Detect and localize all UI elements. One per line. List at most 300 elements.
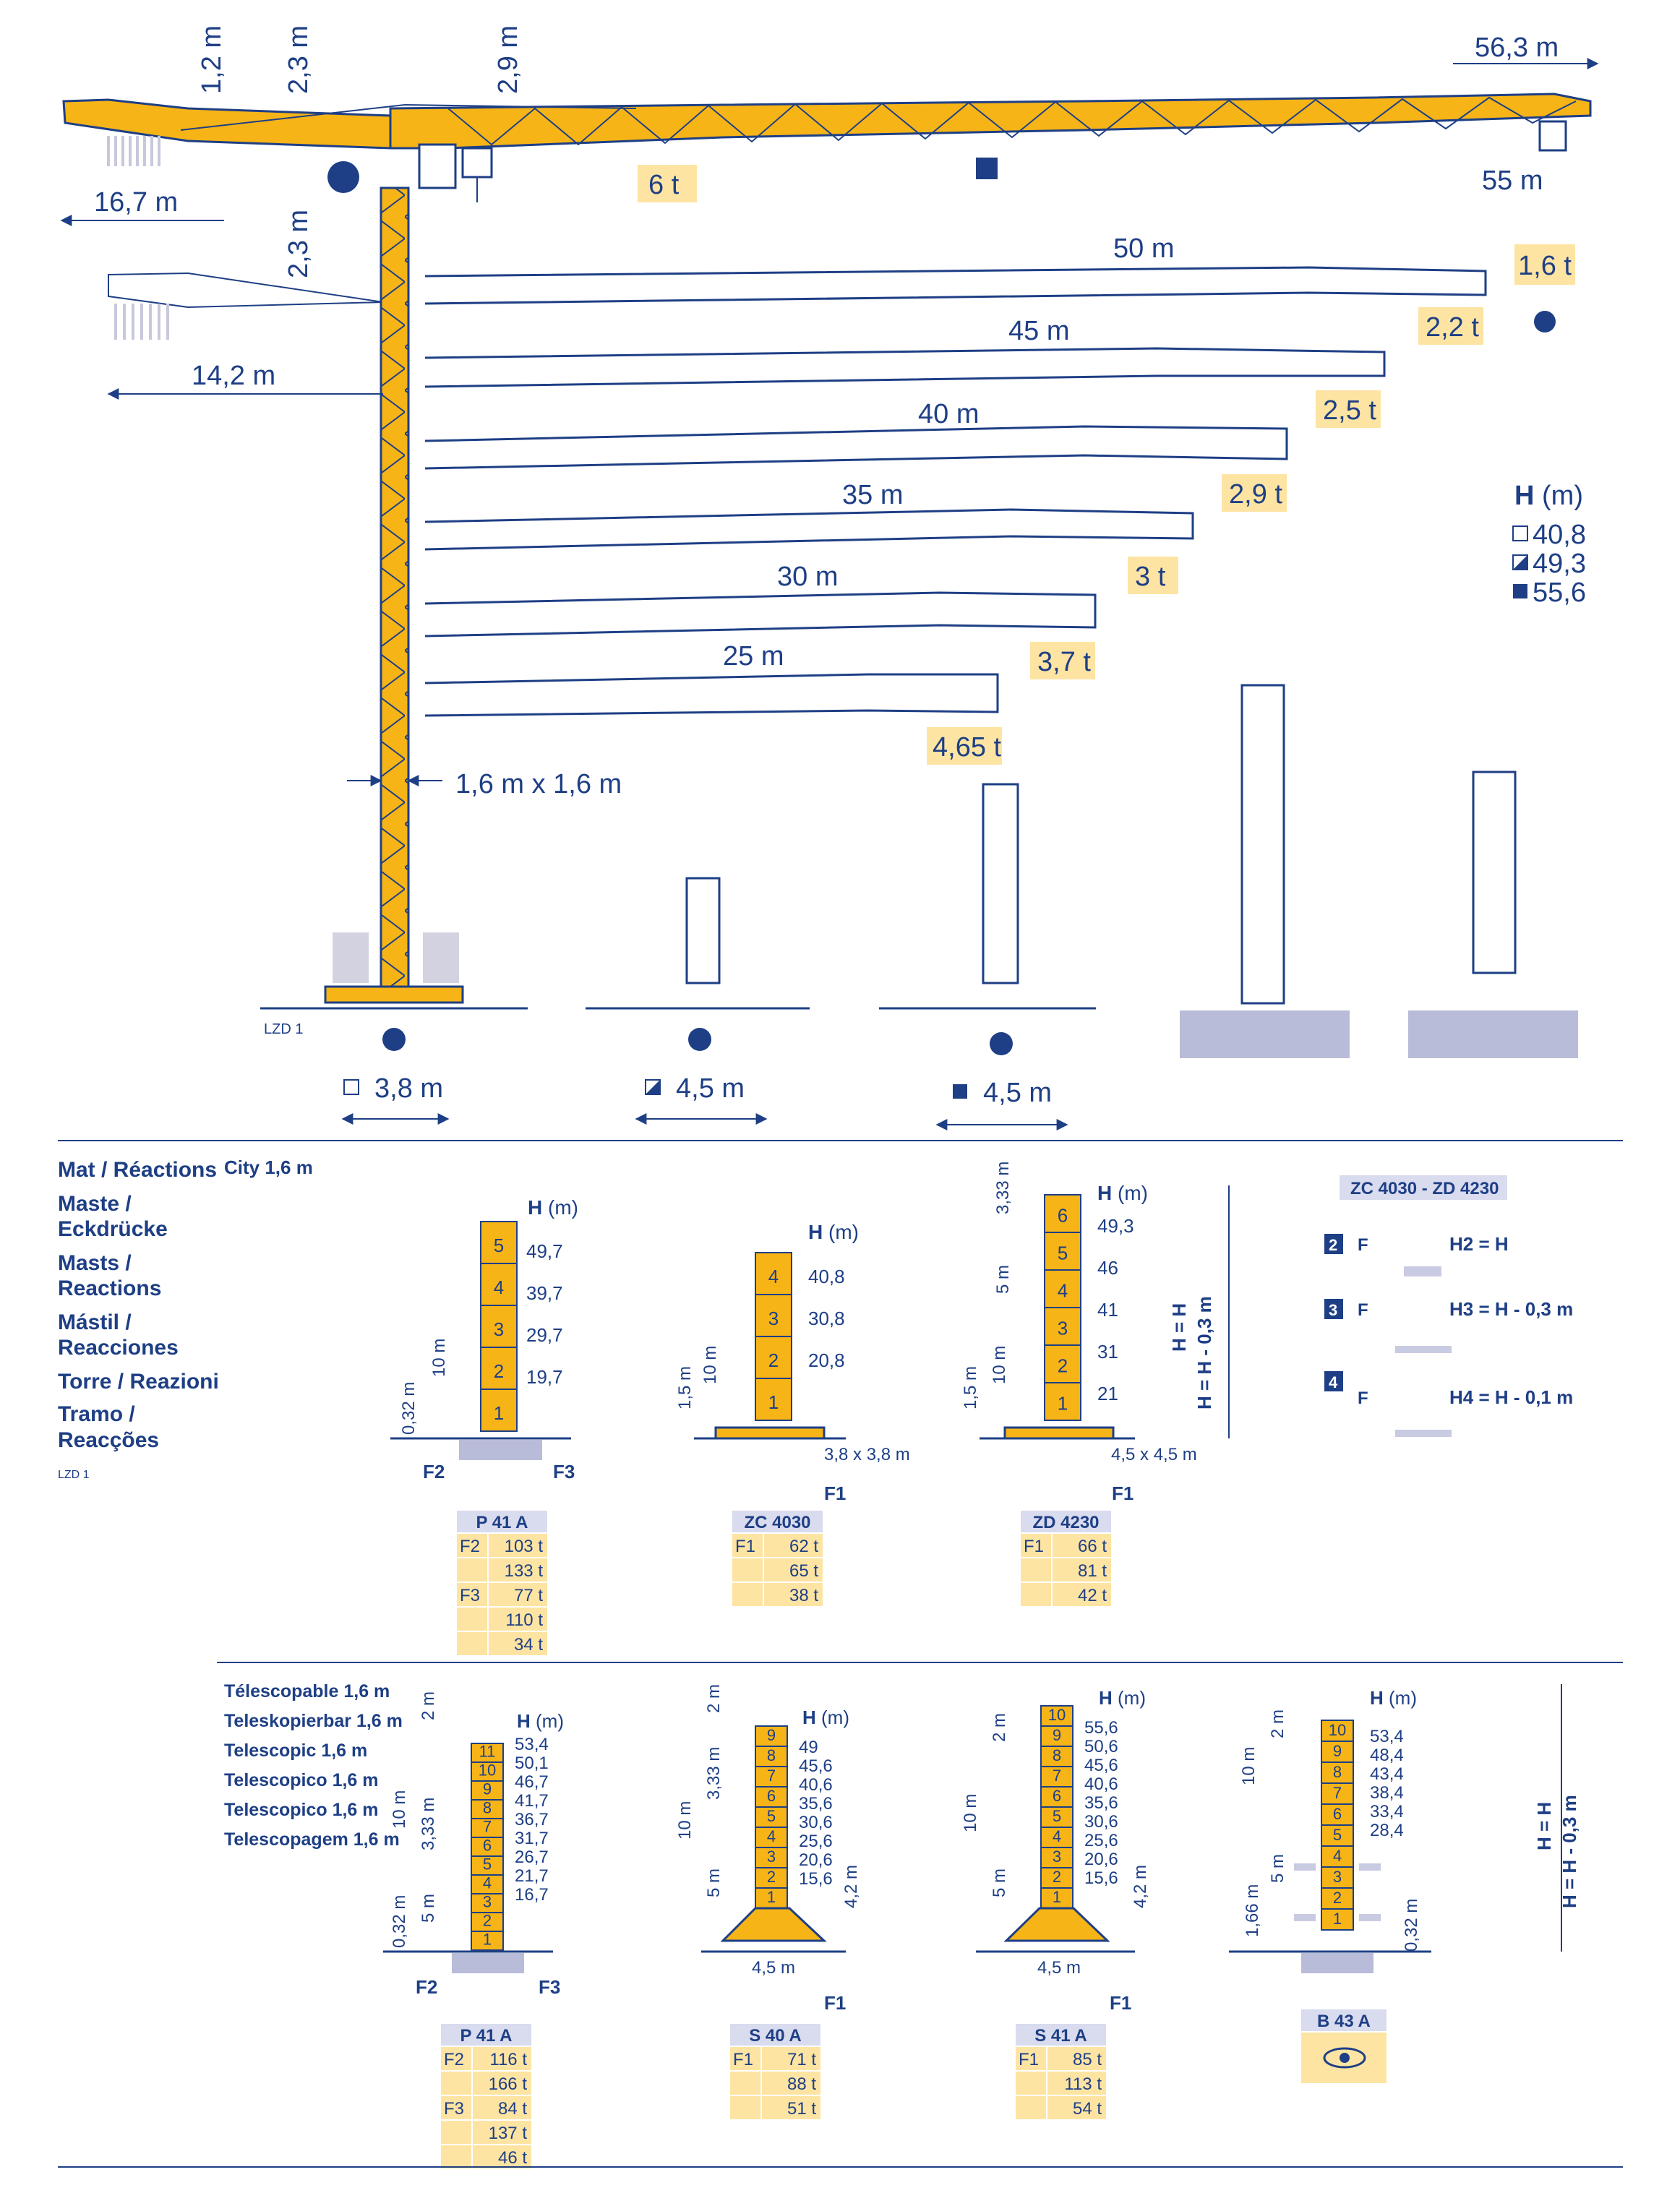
table-title: S 41 A (1034, 2026, 1087, 2046)
s41-dim-2: 2 m (990, 1712, 1009, 1742)
mast-section-number: 2 (768, 1349, 779, 1371)
dim-14-2: 14,2 m (192, 361, 276, 391)
table-row-value: 81 t (1077, 1561, 1107, 1581)
s41-base: 4,5 m (1037, 1958, 1081, 1978)
zd-dim-10: 10 m (990, 1345, 1009, 1384)
section-height: 38,4 (1370, 1783, 1404, 1803)
p41-sections (481, 1222, 517, 1431)
p41-h-title: H (m) (528, 1196, 578, 1219)
base-2: 4,5 m (676, 1073, 745, 1104)
table-row-label: F1 (733, 2050, 754, 2069)
mast-section-number: 1 (1057, 1392, 1068, 1415)
title-line-6: Reacciones (58, 1336, 179, 1360)
counter-jib (64, 100, 390, 148)
table-row-label: F1 (1024, 1537, 1045, 1556)
section-height: 46,7 (515, 1772, 549, 1792)
s40-dim-333: 3,33 m (704, 1746, 724, 1800)
section-height: 29,7 (526, 1324, 563, 1346)
section-height: 31,7 (515, 1829, 549, 1848)
tele-title-2: Telescopic 1,6 m (224, 1741, 368, 1761)
mast-section-number: 1 (1332, 1909, 1342, 1928)
crane-base-ballast-left (333, 932, 369, 983)
table-title: S 40 A (749, 2026, 802, 2046)
zc-sections (755, 1253, 792, 1420)
trolley-direction-icon (976, 158, 998, 179)
mast-section-number: 3 (482, 1892, 492, 1911)
base-tower-3 (983, 784, 1018, 983)
p41t-dim-032: 0,32 m (390, 1894, 409, 1948)
mast-section-number: 4 (1052, 1827, 1062, 1846)
table-row-value: 62 t (789, 1537, 818, 1556)
mast-section-number: 10 (1047, 1706, 1066, 1725)
jib-outline-40 (425, 426, 1287, 468)
zd-f1: F1 (1112, 1482, 1134, 1504)
dim-16-7: 16,7 m (94, 187, 179, 218)
table-row-label: F2 (444, 2050, 465, 2069)
b43-rot-b: H = H - 0,3 m (1559, 1795, 1580, 1908)
mast-section-number: 4 (766, 1827, 776, 1846)
table-row-value: 137 t (488, 2124, 527, 2143)
table-row-label: F3 (460, 1586, 481, 1605)
section-height: 39,7 (526, 1282, 563, 1304)
mast-section-number: 1 (766, 1888, 776, 1907)
table-row-value: 88 t (787, 2074, 816, 2094)
mast-section-number: 4 (1332, 1846, 1342, 1865)
p41-dim-10: 10 m (429, 1338, 449, 1377)
embedded-tower (1242, 685, 1284, 1003)
mast-section-number: 5 (493, 1234, 505, 1256)
table-title: P 41 A (460, 2026, 513, 2046)
jib-outlines (425, 267, 1486, 716)
table-row-value: 77 t (513, 1586, 543, 1605)
crane-cab (419, 145, 455, 188)
b43-diagram (1229, 1684, 1580, 1973)
zc-dim-15: 1,5 m (675, 1365, 695, 1409)
title-line-2: Eckdrücke (58, 1217, 168, 1241)
table-row-value: 133 t (504, 1561, 543, 1581)
section-height: 45,6 (799, 1756, 833, 1776)
zd-heights (1097, 1215, 1134, 1404)
p41t-dim-5: 5 m (419, 1893, 438, 1923)
lzd-label-mid: LZD 1 (58, 1469, 90, 1481)
section-height: 46 (1097, 1257, 1118, 1279)
p41-dim-032: 0,32 m (399, 1381, 419, 1435)
telescopic-section (224, 1681, 1580, 2168)
base-3: 4,5 m (983, 1078, 1053, 1108)
table-title: ZD 4230 (1032, 1513, 1100, 1532)
tele-title-5: Telescopagem 1,6 m (224, 1829, 400, 1850)
mast-section-number: 7 (1052, 1767, 1062, 1785)
mast-section-number: 4 (1057, 1279, 1068, 1302)
mast-section-number: 1 (482, 1930, 492, 1949)
table-row-value: 46 t (497, 2148, 527, 2168)
mast-section-number: 3 (1057, 1317, 1068, 1339)
b43-h-title: H (m) (1370, 1687, 1417, 1709)
table-row-value: 113 t (1064, 2074, 1102, 2094)
b43-reaction-table (1301, 2009, 1387, 2083)
section-height: 20,6 (799, 1850, 833, 1870)
crane-base (325, 987, 463, 1003)
hoist-dot-icon (1534, 311, 1556, 332)
p41-f3: F3 (553, 1461, 575, 1482)
s41-dim-10: 10 m (961, 1793, 980, 1832)
section-height: 21 (1097, 1383, 1118, 1404)
mast-section-number: 1 (768, 1391, 779, 1413)
table-row-value: 42 t (1077, 1586, 1107, 1605)
mast-section-number: 3 (1332, 1867, 1342, 1886)
dim-2-3-b: 2,3 m (283, 209, 314, 278)
section-height: 21,7 (515, 1866, 549, 1886)
heights-title: H (m) (1514, 481, 1583, 511)
counterweights-top (108, 136, 159, 166)
mast-section-number: 5 (1057, 1242, 1068, 1264)
end-trolley (1540, 121, 1566, 150)
legend-num-4: 4 (1329, 1373, 1338, 1391)
jib-50-reach: 50 m (1113, 233, 1175, 264)
table-row-value: 85 t (1072, 2050, 1102, 2069)
jib-35-load: 3 t (1135, 562, 1166, 592)
section-height: 53,4 (1370, 1727, 1404, 1746)
mast-section-number: 2 (482, 1911, 492, 1930)
zc-base: 3,8 x 3,8 m (824, 1445, 910, 1464)
tele-title-0: Télescopable 1,6 m (224, 1681, 390, 1701)
section-height: 19,7 (526, 1366, 563, 1388)
p41t-heights (515, 1735, 549, 1905)
section-height: 30,6 (799, 1813, 833, 1832)
main-jib (390, 94, 1590, 148)
mast-section-number: 7 (766, 1767, 776, 1785)
section-height: 15,6 (1084, 1868, 1118, 1888)
section-height: 40,6 (799, 1775, 833, 1795)
b43-dim-10: 10 m (1239, 1746, 1259, 1785)
load-labels (638, 158, 1575, 332)
s40-diagram (675, 1684, 861, 2014)
jib-40-load: 2,9 t (1229, 479, 1282, 510)
base-1: 3,8 m (374, 1073, 444, 1104)
jib-outline-35 (425, 510, 1193, 549)
zd-sections (1045, 1195, 1081, 1420)
table-row-label: F3 (444, 2099, 465, 2119)
table-row-value: 65 t (789, 1561, 818, 1581)
table-row-value: 110 t (505, 1610, 543, 1630)
p41t-f2: F2 (416, 1976, 438, 1998)
s40-reaction-table (730, 2024, 820, 2119)
legend-title: ZC 4030 - ZD 4230 (1350, 1179, 1499, 1198)
title-line-8: Tramo / (58, 1402, 135, 1426)
mast-section: 1,6 m x 1,6 m (455, 769, 622, 799)
mast-section-number: 10 (478, 1761, 497, 1780)
jib-50-load: 2,2 t (1426, 312, 1479, 343)
section-height: 41 (1097, 1299, 1118, 1321)
dot-icon-2 (688, 1028, 711, 1051)
table-row-value: 116 t (489, 2050, 527, 2069)
city-label: City 1,6 m (224, 1156, 313, 1178)
mast-section-number: 6 (1052, 1787, 1062, 1806)
b43-table-title: B 43 A (1317, 2012, 1371, 2031)
p41t-h-title: H (m) (517, 1710, 564, 1732)
section-height: 16,7 (515, 1885, 549, 1905)
zc-reaction-table (732, 1511, 823, 1606)
jib-outline-30 (425, 593, 1095, 636)
b43-heights (1370, 1727, 1404, 1840)
section-height: 50,6 (1084, 1737, 1118, 1756)
s40-h-title: H (m) (802, 1707, 849, 1728)
jib-30-load: 3,7 t (1037, 647, 1091, 677)
zd-dim-333: 3,33 m (993, 1161, 1013, 1214)
p41t-reaction-table (441, 2024, 531, 2168)
mast-section-number: 3 (1052, 1847, 1062, 1866)
load-1-6t: 1,6 t (1518, 251, 1572, 281)
dot-icon-1 (382, 1028, 406, 1051)
jib-outline-25 (425, 674, 998, 716)
section-height: 31 (1097, 1341, 1118, 1362)
section-height: 49,3 (1097, 1215, 1134, 1237)
s41-sections (1041, 1706, 1073, 1908)
crane-base-ballast-right (423, 932, 459, 983)
zd-reaction-table (1021, 1511, 1111, 1606)
section-height: 36,7 (515, 1810, 549, 1829)
hollow-square-icon (1513, 526, 1527, 541)
lower-counter-jib (108, 273, 383, 307)
s40-dim-2: 2 m (704, 1683, 724, 1713)
s41-f1: F1 (1110, 1992, 1132, 2014)
table-title: P 41 A (476, 1513, 528, 1532)
zc-heights (808, 1266, 845, 1371)
s40-f1: F1 (824, 1992, 847, 2014)
legend-num-3: 3 (1329, 1301, 1338, 1319)
mast-section-number: 6 (1057, 1204, 1068, 1227)
section-height: 55,6 (1084, 1718, 1118, 1738)
zc-h-title: H (m) (808, 1221, 859, 1243)
mast-section-number: 4 (482, 1874, 492, 1892)
s40-dim-5: 5 m (704, 1868, 724, 1897)
height-1: 40,8 (1533, 520, 1586, 550)
mast-section-number: 2 (1052, 1868, 1062, 1887)
section-height: 49,7 (526, 1240, 563, 1262)
table-row-value: 103 t (504, 1537, 543, 1556)
trolley (463, 148, 492, 177)
b43-dim-2: 2 m (1268, 1709, 1287, 1738)
mast-section-number: 6 (482, 1836, 492, 1855)
section-height: 15,6 (799, 1869, 833, 1889)
section-height: 20,6 (1084, 1850, 1118, 1869)
climbing-tower (1473, 772, 1515, 973)
mast-section-number: 5 (766, 1807, 776, 1826)
zc-zd-legend (1324, 1175, 1573, 1437)
p41t-sections (471, 1743, 503, 1950)
table-row-value: 66 t (1077, 1537, 1107, 1556)
legend-text-4: H4 = H - 0,1 m (1449, 1386, 1574, 1408)
mast-section-number: 1 (493, 1402, 505, 1424)
legend-text-3: H3 = H - 0,3 m (1449, 1298, 1574, 1320)
section-height: 26,7 (515, 1847, 549, 1867)
mast-section-number: 8 (482, 1798, 492, 1817)
ground-block-1 (1180, 1010, 1350, 1058)
section-height: 48,4 (1370, 1746, 1404, 1765)
lzd-label-top: LZD 1 (264, 1021, 304, 1037)
mast-section-number: 3 (493, 1318, 505, 1340)
dim-55: 55 m (1482, 166, 1543, 196)
title-line-7: Torre / Reazioni (58, 1370, 219, 1394)
zc-mast-diagram (675, 1221, 910, 1504)
ground-block-2 (1408, 1010, 1578, 1058)
jib-45-reach: 45 m (1008, 316, 1070, 346)
section-height: 40,8 (808, 1266, 845, 1287)
table-row-value: 34 t (513, 1635, 543, 1655)
s41-dim-5: 5 m (990, 1868, 1009, 1897)
table-title: ZC 4030 (744, 1513, 811, 1532)
p41t-dim-333: 3,33 m (419, 1797, 438, 1850)
zd-rot-a: H = H (1168, 1303, 1190, 1352)
height-3: 55,6 (1533, 578, 1586, 608)
section-height: 49 (799, 1738, 818, 1757)
mast-section-number: 4 (493, 1276, 505, 1298)
mast-section-number: 2 (1332, 1888, 1342, 1907)
table-row-value: 51 t (787, 2099, 816, 2119)
slewing-icon (327, 161, 359, 193)
load-6t: 6 t (648, 170, 680, 200)
s40-dim-10: 10 m (675, 1801, 695, 1840)
section-height: 25,6 (1084, 1831, 1118, 1850)
height-2: 49,3 (1533, 549, 1586, 579)
mast-section-number: 10 (1328, 1720, 1347, 1739)
mast-section-number: 5 (1332, 1825, 1342, 1844)
jib-reaches (723, 233, 1483, 765)
legend-f-2: F (1358, 1235, 1368, 1255)
legend-num-2: 2 (1329, 1236, 1338, 1254)
jib-outline-50 (425, 267, 1486, 304)
section-height: 33,4 (1370, 1802, 1404, 1821)
mast-section-number: 8 (1332, 1762, 1342, 1781)
table-row-value: 54 t (1072, 2099, 1102, 2119)
zd-h-title: H (m) (1097, 1182, 1148, 1204)
table-row-label: F1 (1019, 2050, 1040, 2069)
mast-section-number: 6 (766, 1787, 776, 1806)
mast-section-number: 5 (1052, 1807, 1062, 1826)
section-height: 30,8 (808, 1308, 845, 1329)
title-line-1: Maste / (58, 1192, 132, 1216)
table-row-value: 38 t (789, 1586, 818, 1605)
title-line-0: Mat / Réactions (58, 1158, 218, 1182)
section-height: 41,7 (515, 1791, 549, 1811)
mast-section-number: 7 (1332, 1783, 1342, 1802)
section-height: 45,6 (1084, 1756, 1118, 1775)
s41-heights (1084, 1718, 1118, 1888)
dim-1-2: 1,2 m (197, 25, 227, 94)
s41-h-title: H (m) (1099, 1687, 1146, 1709)
mast-section-number: 7 (482, 1817, 492, 1836)
dim-2-9: 2,9 m (493, 25, 523, 94)
section-height: 28,4 (1370, 1821, 1404, 1840)
legend-text-2: H2 = H (1449, 1233, 1509, 1255)
heights-legend (1513, 481, 1586, 608)
s40-base: 4,5 m (752, 1958, 796, 1978)
p41-f2: F2 (423, 1461, 445, 1482)
zd-rot-b: H = H - 0,3 m (1193, 1296, 1215, 1409)
filled-square-icon (1513, 584, 1527, 598)
section-height: 35,6 (1084, 1793, 1118, 1813)
title-line-5: Mástil / (58, 1310, 132, 1334)
mast-section-number: 3 (768, 1307, 779, 1329)
title-line-4: Reactions (58, 1276, 162, 1300)
mast-section-number: 8 (1052, 1746, 1062, 1765)
b43-sections (1321, 1720, 1353, 1930)
tele-title-1: Teleskopierbar 1,6 m (224, 1711, 403, 1731)
table-row-value: 71 t (787, 2050, 816, 2069)
zd-base: 4,5 x 4,5 m (1111, 1445, 1197, 1464)
p41-tele-diagram (383, 1691, 564, 1998)
jib-outline-45 (425, 348, 1384, 387)
s41-diagram (961, 1687, 1150, 2014)
jib-45-load: 2,5 t (1323, 395, 1376, 426)
tele-title-3: Telescopico 1,6 m (224, 1770, 379, 1790)
jib-40-reach: 40 m (918, 399, 980, 429)
p41t-dim-10: 10 m (390, 1790, 409, 1829)
mast-section-number: 1 (1052, 1888, 1062, 1907)
b43-rot-a: H = H (1533, 1801, 1555, 1850)
b43-dim-166: 1,66 m (1243, 1884, 1262, 1937)
s40-heights (799, 1738, 833, 1889)
dot-icon-3 (990, 1032, 1013, 1055)
mast-lattice (381, 188, 408, 990)
tele-title-4: Telescopico 1,6 m (224, 1800, 379, 1820)
mast-section-number: 8 (766, 1746, 776, 1765)
jib-35-reach: 35 m (842, 480, 904, 510)
s41-dim-42: 4,2 m (1131, 1864, 1150, 1908)
s40-dim-42: 4,2 m (841, 1864, 861, 1908)
mast-section-number: 6 (1332, 1804, 1342, 1823)
p41-heights (526, 1240, 563, 1388)
section-height: 40,6 (1084, 1774, 1118, 1794)
legend-f-4: F (1358, 1389, 1368, 1408)
table-row-value: 166 t (488, 2074, 527, 2094)
zd-dim-5: 5 m (993, 1264, 1013, 1294)
p41t-dim-2: 2 m (419, 1691, 438, 1720)
mast-section-number: 3 (766, 1847, 776, 1866)
p41-mast-diagram (390, 1196, 578, 1482)
b43-dim-5: 5 m (1268, 1853, 1287, 1883)
legend-f-3: F (1358, 1300, 1368, 1320)
mast-section-number: 11 (479, 1742, 496, 1761)
base-variants (264, 685, 1578, 1125)
section-height: 30,6 (1084, 1812, 1118, 1832)
jib-25-reach: 25 m (723, 641, 784, 671)
mast-section-number: 9 (1052, 1726, 1062, 1745)
mast-section-number: 5 (482, 1855, 492, 1874)
dim-56-3: 56,3 m (1475, 33, 1559, 63)
mast-section-number: 2 (1057, 1355, 1068, 1377)
table-row-value: 84 t (497, 2099, 527, 2119)
left-titles (58, 1158, 219, 1452)
table-row-label: F1 (735, 1537, 756, 1556)
mast-section-number: 4 (768, 1265, 779, 1287)
zd-dim-15: 1,5 m (961, 1365, 980, 1409)
bottom-left-titles (224, 1681, 403, 1850)
jib-30-reach: 30 m (777, 562, 839, 592)
mast-section-number: 9 (766, 1726, 776, 1745)
counterweights-low (116, 304, 168, 340)
dim-2-3-a: 2,3 m (283, 25, 314, 94)
mast-section-number: 2 (493, 1360, 505, 1382)
section-height: 43,4 (1370, 1764, 1404, 1784)
p41-reaction-table (457, 1511, 547, 1655)
b43-dim-032: 0,32 m (1402, 1898, 1421, 1952)
zc-dim-10: 10 m (700, 1345, 720, 1384)
section-height: 50,1 (515, 1754, 549, 1773)
mast-section-number: 9 (1332, 1741, 1342, 1760)
section-height: 20,8 (808, 1349, 845, 1371)
mast-reactions-section (58, 1156, 1573, 1655)
